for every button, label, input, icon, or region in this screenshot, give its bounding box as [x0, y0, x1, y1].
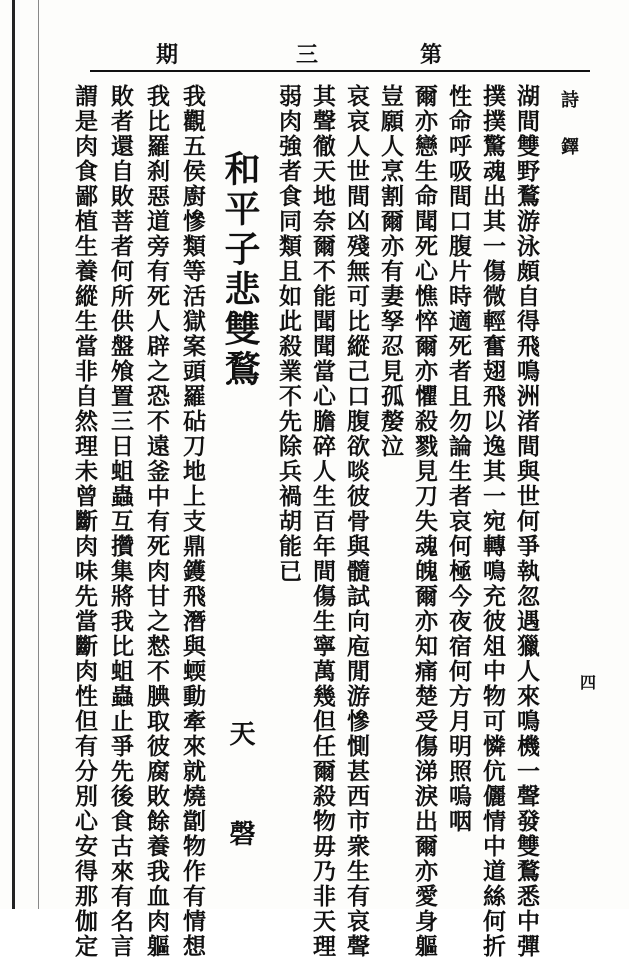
- page-header: [100, 30, 570, 70]
- poem1-column: 哀哀人世間凶殘無可比縱己口腹欲啖彼骨與髓試向庖閒游慘惻甚西市衆生有哀聲: [343, 84, 370, 959]
- margin-line-thick: [12, 0, 15, 909]
- header-issue-number: 三: [296, 42, 319, 68]
- poem1-column: 撲撲驚魂出其一傷微輕奮翅飛以逸其一宛轉鳴充彼俎中物可憐伉儷情中道絲何折: [479, 84, 506, 959]
- poem1-column: 湖間雙野鶩游泳頗自得飛鳴洲渚間與世何爭執忽遇獵人來鳴機一聲發雙鶩悉中彈: [513, 84, 540, 959]
- poem1-column: 豈願人烹割爾亦有妻孥忍見孤嫠泣: [377, 84, 404, 459]
- poem-author: 天 磬: [225, 720, 255, 868]
- poem2-column: 我比羅刹惡道旁有死人辟之恐不遠釜中有死肉甘之慭不腆取彼腐敗餘養我血肉軀: [143, 84, 170, 959]
- margin-line-thin: [38, 0, 39, 909]
- page-number: 四: [580, 673, 597, 692]
- poem2-column: 謂是肉食鄙植生養縱生當非自然理未曾斷肉味先當斷肉性但有分別心安得那伽定: [71, 84, 98, 959]
- poem2-column: 我觀五侯廚慘類等活獄案頭羅砧刀地上支鼎鑊飛潛與蝡動牽來就燒劏物作有情想: [179, 84, 206, 959]
- poem1-column: 性命呼吸間口腹片時適死者且勿論生者哀何極今夜宿何方月明照嗚咽: [445, 84, 472, 834]
- poem1-column: 爾亦戀生命聞死心憔悴爾亦懼殺戮見刀失魂魄爾亦知痛楚受傷涕淚出爾亦愛身軀: [411, 84, 438, 959]
- poem1-column: 其聲徹天地奈爾不能聞聞當心膽碎人生百年間傷生寧萬幾但任爾殺物毋乃非天理: [309, 84, 336, 959]
- section-label: 詩 鐸: [558, 90, 579, 159]
- header-rule: [90, 70, 590, 72]
- poem1-column: 弱肉強者食同類且如此殺業不先除兵禍胡能已: [275, 84, 302, 584]
- header-issue-label: 期: [156, 42, 179, 68]
- header-issue-prefix: 第: [420, 42, 443, 68]
- poem2-column: 敗者還自敗菩者何所供盤飧置三日蛆蟲互攢集將我比蛆蟲止爭先後食古來有名言: [107, 84, 134, 959]
- poem-title: 和平子悲雙鶩: [219, 150, 261, 390]
